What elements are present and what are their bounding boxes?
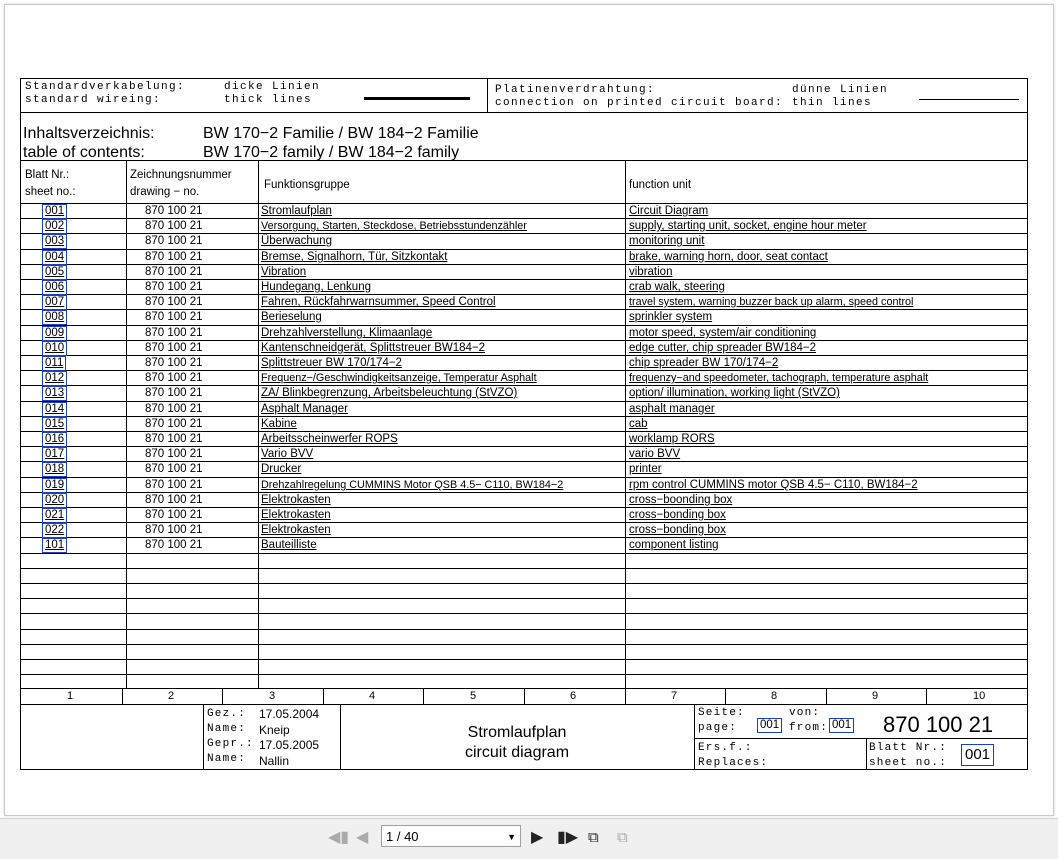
column-number: 9: [872, 690, 879, 702]
function-group-cell: Arbeitsscheinwerfer ROPS: [261, 433, 398, 445]
function-unit-cell: monitoring unit: [629, 235, 705, 247]
sheet-number-link[interactable]: 011: [42, 356, 66, 371]
drawing-frame: [20, 78, 1028, 770]
fit-width-icon[interactable]: ⧉: [617, 829, 628, 846]
function-unit-cell: cab: [629, 418, 648, 430]
function-group-cell: Bremse, Signalhorn, Tür, Sitzkontakt: [261, 251, 448, 263]
drawing-number-cell: 870 100 21: [145, 311, 203, 323]
drawing-number-cell: 870 100 21: [145, 205, 203, 217]
replaces-label-de: Ers.f.:: [698, 742, 753, 754]
sheet-number-link[interactable]: 006: [42, 280, 67, 295]
function-group-cell: Drehzahlregelung CUMMINS Motor QSB 4.5− C110, BW184−2: [261, 479, 564, 491]
sheet-number-link[interactable]: 018: [42, 462, 67, 477]
drawing-number-cell: 870 100 21: [145, 372, 203, 384]
of-label-en: from:: [789, 722, 829, 734]
name2-label: Name:: [207, 753, 247, 765]
function-unit-cell: chip spreader BW 170/174−2: [629, 357, 779, 369]
drawing-number-cell: 870 100 21: [145, 448, 203, 460]
page-label-de: Seite:: [698, 707, 745, 719]
sheet-label-de: Blatt Nr.:: [869, 742, 948, 754]
sheet-number-link[interactable]: 019: [42, 478, 67, 493]
sheet-number-link[interactable]: 012: [42, 371, 67, 386]
column-number: 7: [671, 690, 678, 702]
function-group-cell: Drucker: [261, 463, 302, 475]
next-page-icon[interactable]: ▶: [531, 829, 544, 846]
sheet-number-link[interactable]: 016: [42, 432, 67, 447]
function-unit-cell: vario BVV: [629, 448, 681, 460]
column-number: 4: [369, 690, 376, 702]
sheet-number-link[interactable]: 013: [42, 386, 67, 401]
pcb-wiring-label-de: Platinenverdrahtung:: [495, 84, 656, 96]
thin-lines-label-de: dünne Linien: [792, 84, 889, 96]
function-unit-cell: sprinkler system: [629, 311, 713, 323]
previous-page-icon[interactable]: ◀: [356, 829, 369, 846]
drawing-number-cell: 870 100 21: [145, 281, 203, 293]
sheet-number-link[interactable]: 014: [42, 402, 67, 417]
function-group-cell: Elektrokasten: [261, 494, 331, 506]
function-group-cell: ZA/ Blinkbegrenzung, Arbeitsbeleuchtung (StVZO): [261, 387, 518, 399]
drawing-number-cell: 870 100 21: [145, 342, 203, 354]
function-group-cell: Fahren, Rückfahrwarnsummer, Speed Control: [261, 296, 496, 308]
page-dropdown-icon[interactable]: ▼: [507, 832, 516, 842]
standard-wiring-label-en: standard wireing:: [25, 94, 162, 106]
function-group-cell: Überwachung: [261, 235, 332, 247]
column-number: 10: [973, 690, 986, 702]
column-number: 5: [470, 690, 477, 702]
checked-label: Gepr.:: [207, 738, 254, 750]
drawing-number-cell: 870 100 21: [145, 539, 203, 551]
function-unit-cell: worklamp RORS: [629, 433, 715, 445]
document-page: [4, 4, 1054, 816]
col-sheet-de: Blatt Nr.:: [25, 169, 70, 181]
thin-lines-label-en: thin lines: [792, 97, 873, 109]
function-group-cell: Vibration: [261, 266, 307, 278]
column-number: 8: [771, 690, 778, 702]
diagram-title-de: Stromlaufplan: [467, 724, 567, 741]
drawn-name: Kneip: [259, 722, 290, 737]
drawing-number-cell: 870 100 21: [145, 463, 203, 475]
function-unit-cell: frequenzy−and speedometer, tachograph, temperature asphalt: [629, 372, 929, 384]
function-group-cell: Vario BVV: [261, 448, 314, 460]
thin-line-sample: [919, 99, 1019, 100]
function-group-cell: Frequenz−/Geschwindigkeitsanzeige, Temperatur Asphalt: [261, 372, 537, 384]
viewer-toolbar: [0, 818, 1058, 859]
drawing-number-cell: 870 100 21: [145, 327, 203, 339]
function-group-cell: Bauteilliste: [261, 539, 317, 551]
drawing-number-cell: 870 100 21: [145, 433, 203, 445]
function-unit-cell: brake, warning horn, door, seat contact: [629, 251, 828, 263]
sheet-number-link[interactable]: 003: [42, 234, 67, 249]
standard-wiring-label-de: Standardverkabelung:: [25, 81, 186, 93]
first-page-icon[interactable]: ◀▮: [328, 829, 350, 846]
function-unit-cell: asphalt manager: [629, 403, 715, 415]
drawing-number-cell: 870 100 21: [145, 494, 203, 506]
drawn-date: 17.05.2004: [259, 707, 320, 721]
function-unit-cell: supply, starting unit, socket, engine hour meter: [629, 220, 867, 232]
sheet-number-link[interactable]: 020: [42, 493, 67, 508]
function-group-cell: Berieselung: [261, 311, 322, 323]
page-number-value: 1 / 40: [386, 829, 419, 844]
drawing-number-cell: 870 100 21: [145, 266, 203, 278]
drawing-number-cell: 870 100 21: [145, 524, 203, 536]
page-label-en: page:: [698, 722, 738, 734]
drawing-number-cell: 870 100 21: [145, 387, 203, 399]
sheet-number-link[interactable]: 004: [42, 250, 67, 265]
replaces-label-en: Replaces:: [698, 757, 769, 769]
function-group-cell: Asphalt Manager: [261, 403, 348, 415]
function-unit-cell: edge cutter, chip spreader BW184−2: [629, 342, 816, 354]
function-unit-cell: crab walk, steering: [629, 281, 725, 293]
column-number: 6: [570, 690, 577, 702]
sheet-number-link[interactable]: 021: [42, 508, 67, 523]
function-group-cell: Elektrokasten: [261, 509, 331, 521]
page-total-box: 001: [829, 718, 854, 733]
sheet-number-link[interactable]: 009: [42, 326, 67, 341]
column-number: 2: [168, 690, 175, 702]
drawing-number-cell: 870 100 21: [145, 296, 203, 308]
drawn-label: Gez.:: [207, 708, 247, 720]
sheet-number-link[interactable]: 002: [42, 219, 67, 234]
col-drawing-en: drawing − no.: [130, 186, 200, 198]
drawing-number-cell: 870 100 21: [145, 220, 203, 232]
col-sheet-en: sheet no.:: [25, 186, 76, 198]
function-unit-cell: vibration: [629, 266, 673, 278]
sheet-number-link[interactable]: 015: [42, 417, 67, 432]
page-number-box: 001: [757, 718, 782, 733]
drawing-number: 870 100 21: [883, 712, 994, 737]
pcb-wiring-label-en: connection on printed circuit board:: [495, 97, 784, 109]
sheet-number-link[interactable]: 010: [42, 341, 67, 356]
thick-lines-label-en: thick lines: [224, 94, 313, 106]
function-unit-cell: cross−bonding box: [629, 524, 726, 536]
sheet-number-link[interactable]: 005: [42, 265, 67, 280]
function-group-cell: Versorgung, Starten, Steckdose, Betriebsstundenzähler: [261, 220, 527, 232]
drawing-number-cell: 870 100 21: [145, 357, 203, 369]
sheet-number-link[interactable]: 017: [42, 447, 67, 462]
function-unit-cell: travel system, warning buzzer back up alarm, speed control: [629, 296, 914, 308]
checked-name: Nallin: [259, 753, 290, 768]
sheet-number-link[interactable]: 008: [42, 310, 67, 325]
function-unit-cell: cross−boonding box: [629, 494, 733, 506]
function-group-cell: Kabine: [261, 418, 297, 430]
function-group-cell: Splittstreuer BW 170/174−2: [261, 357, 402, 369]
drawing-number-cell: 870 100 21: [145, 509, 203, 521]
drawing-number-cell: 870 100 21: [145, 235, 203, 247]
function-unit-cell: component listing: [629, 539, 719, 551]
toc-label-de: Inhaltsverzeichnis:: [23, 125, 155, 142]
toc-label-en: table of contents:: [23, 144, 145, 161]
sheet-label-en: sheet no.:: [869, 757, 948, 769]
column-number: 3: [269, 690, 276, 702]
toc-title-en: BW 170−2 family / BW 184−2 family: [203, 144, 460, 161]
sheet-number-link[interactable]: 001: [42, 204, 67, 219]
sheet-number-link[interactable]: 022: [42, 523, 67, 538]
fit-page-icon[interactable]: ⧉: [588, 829, 599, 846]
function-unit-cell: rpm control CUMMINS motor QSB 4.5− C110, BW184−2: [629, 479, 918, 491]
of-label-de: von:: [789, 707, 821, 719]
function-unit-cell: Circuit Diagram: [629, 205, 709, 217]
sheet-number-box: 001: [961, 744, 994, 766]
checked-date: 17.05.2005: [259, 738, 320, 752]
sheet-number-link[interactable]: 007: [42, 295, 67, 310]
thick-line-sample: [364, 97, 470, 100]
function-unit-cell: option/ illumination, working light (StVZO): [629, 387, 840, 399]
function-group-cell: Elektrokasten: [261, 524, 331, 536]
name-label: Name:: [207, 723, 247, 735]
drawing-number-cell: 870 100 21: [145, 418, 203, 430]
col-drawing-de: Zeichnungsnummer: [130, 169, 232, 181]
column-number: 1: [67, 690, 74, 702]
function-unit-cell: cross−bonding box: [629, 509, 726, 521]
thick-lines-label-de: dicke Linien: [224, 81, 321, 93]
function-group-cell: Drehzahlverstellung, Klimaanlage: [261, 327, 433, 339]
sheet-number-link[interactable]: 101: [42, 538, 67, 553]
drawing-number-cell: 870 100 21: [145, 403, 203, 415]
last-page-icon[interactable]: ▮▶: [557, 829, 579, 846]
diagram-title-en: circuit diagram: [464, 744, 570, 761]
col-unit-en: function unit: [629, 179, 692, 191]
function-unit-cell: motor speed, system/air conditioning: [629, 327, 817, 339]
drawing-number-cell: 870 100 21: [145, 479, 203, 491]
page-number-field[interactable]: [381, 825, 521, 847]
function-group-cell: Hundegang, Lenkung: [261, 281, 371, 293]
function-group-cell: Stromlaufplan: [261, 205, 332, 217]
toc-title-de: BW 170−2 Familie / BW 184−2 Familie: [203, 125, 479, 142]
col-group-de: Funktionsgruppe: [264, 179, 350, 191]
function-unit-cell: printer: [629, 463, 662, 475]
drawing-number-cell: 870 100 21: [145, 251, 203, 263]
function-group-cell: Kantenschneidgerät, Splittstreuer BW184−2: [261, 342, 486, 354]
